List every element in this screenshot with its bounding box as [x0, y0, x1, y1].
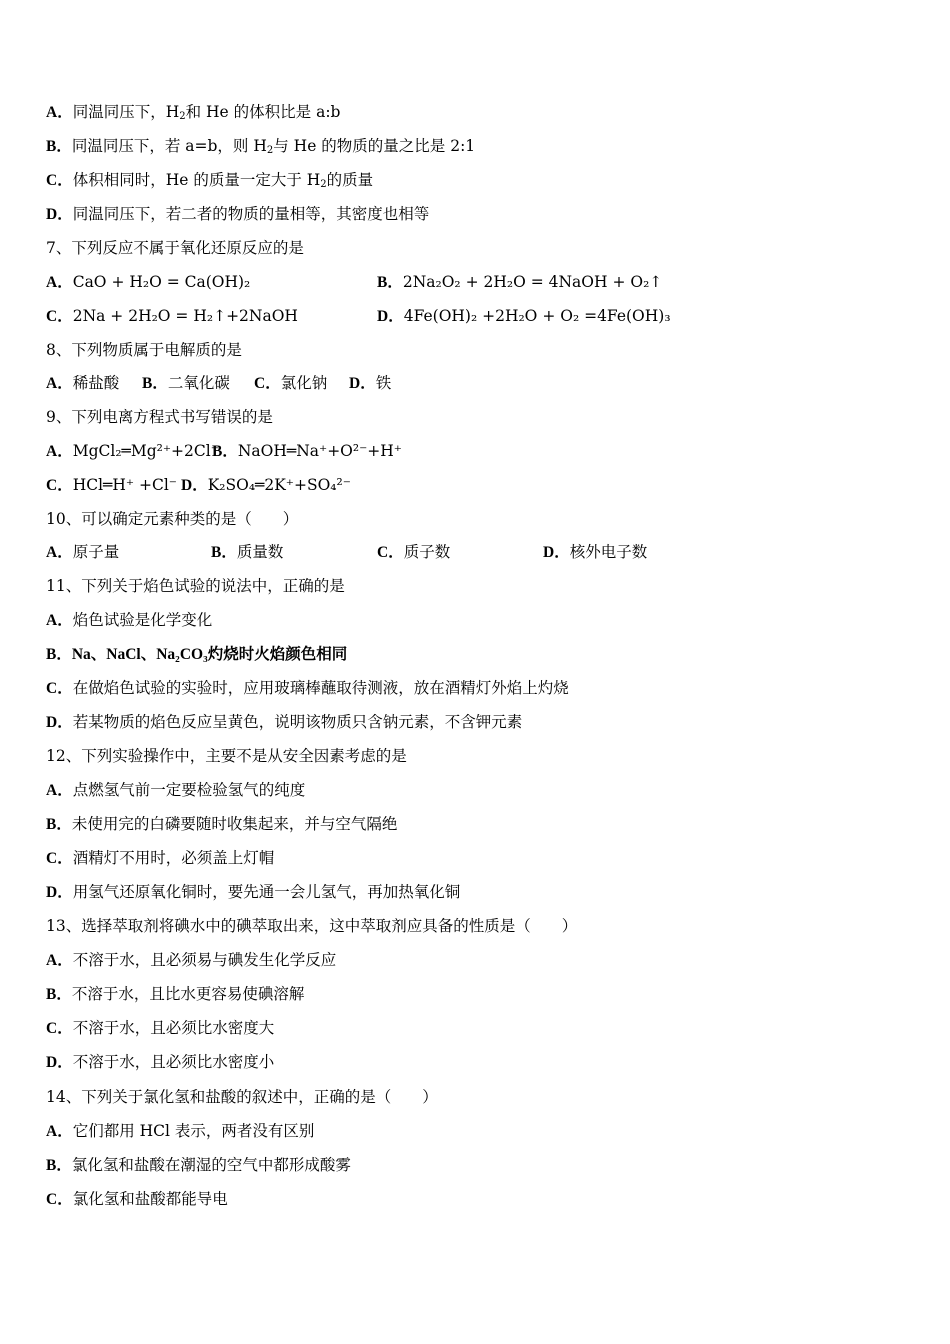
q6-option-c: C．体积相同时，He 的质量一定大于 $H_2$的质量: [46, 171, 374, 190]
q8-stem: 8、下列物质属于电解质的是: [46, 341, 242, 359]
q7-stem: 7、下列反应不属于氧化还原反应的是: [46, 239, 304, 257]
q13-option-d: D．不溶于水，且必须比水密度小: [46, 1053, 275, 1071]
q9-stem: 9、下列电离方程式书写错误的是: [46, 408, 273, 426]
q13-option-a: A．不溶于水，且必须易与碘发生化学反应: [46, 951, 337, 969]
q8-option-a: A．稀盐酸: [46, 374, 120, 392]
q7-option-d: D．4Fe(OH)₂ +2H₂O + O₂ =4Fe(OH)₃: [377, 307, 671, 325]
q13-stem: 13、选择萃取剂将碘水中的碘萃取出来，这中萃取剂应具备的性质是（ ）: [46, 917, 578, 935]
q10-option-c: C．质子数: [377, 543, 451, 561]
q12-stem: 12、下列实验操作中，主要不是从安全因素考虑的是: [46, 747, 407, 765]
q11-option-c: C．在做焰色试验的实验时，应用玻璃棒蘸取待测液，放在酒精灯外焰上灼烧: [46, 679, 569, 697]
q10-option-b: B．质量数: [211, 543, 284, 561]
q10-stem: 10、可以确定元素种类的是（ ）: [46, 510, 299, 528]
q12-option-b: B．未使用完的白磷要随时收集起来，并与空气隔绝: [46, 815, 398, 833]
q13-option-b: B．不溶于水，且比水更容易使碘溶解: [46, 985, 305, 1003]
q12-option-c: C．酒精灯不用时，必须盖上灯帽: [46, 849, 275, 867]
q14-option-b: B．氯化氢和盐酸在潮湿的空气中都形成酸雾: [46, 1156, 351, 1174]
q10-options: [46, 541, 906, 563]
q7-row-ab: [46, 271, 906, 293]
q9-row-ab: [46, 440, 546, 462]
q14-option-c: C．氯化氢和盐酸都能导电: [46, 1190, 228, 1208]
q6-option-b: B．同温同压下，若 a=b，则 $H_2$与 He 的物质的量之比是 2:1: [46, 137, 476, 156]
q7-option-a: A．CaO + H₂O = Ca(OH)₂: [46, 273, 251, 291]
q11-option-b: B．Na、NaCl、Na₂CO₃灼烧时火焰颜色相同: [46, 646, 348, 663]
q7-option-b: B．2Na₂O₂ + 2H₂O = 4NaOH + O₂↑: [377, 273, 663, 291]
q11-stem: 11、下列关于焰色试验的说法中，正确的是: [46, 577, 345, 595]
q7-option-c: C．2Na + 2H₂O = H₂↑+2NaOH: [46, 307, 298, 325]
q8-option-b: B．二氧化碳: [142, 374, 230, 392]
q12-option-d: D．用氢气还原氧化铜时，要先通一会儿氢气，再加热氧化铜: [46, 883, 461, 901]
q8-options: [46, 372, 546, 394]
q6-option-d: D．同温同压下，若二者的物质的量相等，其密度也相等: [46, 205, 430, 223]
q9-option-a: A．MgCl₂═Mg²⁺+2Cl⁻: [46, 442, 219, 460]
q12-option-a: A．点燃氢气前一定要检验氢气的纯度: [46, 781, 306, 799]
q10-option-a: A．原子量: [46, 543, 120, 561]
q10-option-d: D．核外电子数: [543, 543, 648, 561]
q11-option-d: D．若某物质的焰色反应呈黄色，说明该物质只含钠元素，不含钾元素: [46, 713, 523, 731]
q9-row-cd: [46, 474, 546, 496]
q11-option-a: A．焰色试验是化学变化: [46, 611, 213, 629]
q13-option-c: C．不溶于水，且必须比水密度大: [46, 1019, 275, 1037]
q8-option-d: D．铁: [349, 374, 392, 392]
q7-row-cd: [46, 305, 906, 327]
q14-option-a: A．它们都用 HCl 表示，两者没有区别: [46, 1122, 315, 1140]
q9-option-c: C．HCl═H⁺ +Cl⁻: [46, 476, 177, 494]
q8-option-c: C．氯化钠: [254, 374, 328, 392]
q9-option-d: D．K₂SO₄═2K⁺+SO₄²⁻: [181, 476, 351, 494]
q14-stem: 14、下列关于氯化氢和盐酸的叙述中，正确的是（ ）: [46, 1088, 438, 1106]
q9-option-b: B．NaOH═Na⁺+O²⁻+H⁺: [212, 442, 402, 460]
q6-option-a: A．同温同压下，$H_2$和 He 的体积比是 a:b: [46, 103, 341, 122]
